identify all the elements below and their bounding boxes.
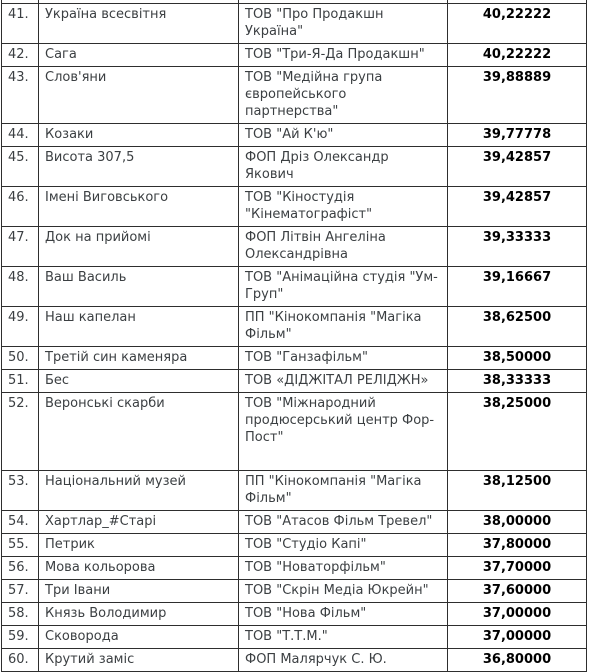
company-cell: ФОП Малярчук С. Ю. — [239, 648, 448, 671]
company-cell: ТОВ «ДІДЖІТАЛ РЕЛІДЖН» — [239, 369, 448, 392]
company-cell: ПП "Кінокомпанія "Магіка Фільм" — [239, 306, 448, 346]
company-cell: ТОВ "Студіо Капі" — [239, 533, 448, 556]
company-cell: ТОВ "Т.Т.М." — [239, 625, 448, 648]
score-cell: 39,42857 — [448, 186, 587, 226]
rank-cell: 58. — [2, 602, 39, 625]
company-cell: ФОП Дріз Олександр Якович — [239, 146, 448, 186]
score-cell: 37,70000 — [448, 556, 587, 579]
title-cell: Національний музей — [39, 470, 239, 510]
table-row — [2, 556, 587, 579]
table-row — [2, 602, 587, 625]
title-cell: Мова кольорова — [39, 556, 239, 579]
title-cell: Слов'яни — [39, 66, 239, 123]
title-cell: Сага — [39, 43, 239, 66]
company-cell: ТОВ "Про Продакшн Україна" — [239, 3, 448, 43]
score-cell: 39,77778 — [448, 123, 587, 146]
title-cell: Сковорода — [39, 625, 239, 648]
company-cell: ТОВ "Скрін Медіа Юкрейн" — [239, 579, 448, 602]
title-cell: Україна всесвітня — [39, 3, 239, 43]
table-row — [2, 306, 587, 346]
rank-cell: 48. — [2, 266, 39, 306]
rank-cell: 42. — [2, 43, 39, 66]
rank-cell: 52. — [2, 392, 39, 470]
table-body — [2, 0, 587, 671]
company-cell: ПП "Кінокомпанія "Магіка Фільм" — [239, 470, 448, 510]
rank-cell: 49. — [2, 306, 39, 346]
company-cell: ТОВ "Ай К'ю" — [239, 123, 448, 146]
rank-cell: 44. — [2, 123, 39, 146]
score-cell: 37,00000 — [448, 602, 587, 625]
rank-cell: 60. — [2, 648, 39, 671]
title-cell: Док на прийомі — [39, 226, 239, 266]
table-row — [2, 625, 587, 648]
company-cell: ТОВ "Кіностудія "Кінематографіст" — [239, 186, 448, 226]
company-cell: ТОВ "Нова Фільм" — [239, 602, 448, 625]
rank-cell: 55. — [2, 533, 39, 556]
company-cell: ТОВ "Три-Я-Да Продакшн" — [239, 43, 448, 66]
table-row — [2, 186, 587, 226]
rank-cell: 57. — [2, 579, 39, 602]
table-row — [2, 510, 587, 533]
company-cell: ТОВ "Новаторфільм" — [239, 556, 448, 579]
score-cell: 40,22222 — [448, 43, 587, 66]
table-row — [2, 66, 587, 123]
rank-cell: 54. — [2, 510, 39, 533]
film-ranking-table — [1, 0, 587, 672]
score-cell: 39,42857 — [448, 146, 587, 186]
title-cell: Висота 307,5 — [39, 146, 239, 186]
rank-cell: 53. — [2, 470, 39, 510]
rank-cell: 41. — [2, 3, 39, 43]
score-cell: 36,80000 — [448, 648, 587, 671]
table-row — [2, 43, 587, 66]
table-row — [2, 470, 587, 510]
score-cell: 40,22222 — [448, 3, 587, 43]
company-cell: ТОВ "Атасов Фільм Тревел" — [239, 510, 448, 533]
rank-cell: 45. — [2, 146, 39, 186]
rank-cell: 56. — [2, 556, 39, 579]
title-cell: Веронські скарби — [39, 392, 239, 470]
title-cell: Імені Виговського — [39, 186, 239, 226]
title-cell: Три Івани — [39, 579, 239, 602]
company-cell: ТОВ "Медійна група європейського партнерства" — [239, 66, 448, 123]
score-cell: 38,00000 — [448, 510, 587, 533]
company-cell: ТОВ "Ганзафільм" — [239, 346, 448, 369]
rank-cell: 46. — [2, 186, 39, 226]
table-row — [2, 346, 587, 369]
title-cell: Петрик — [39, 533, 239, 556]
table-row — [2, 123, 587, 146]
table-row — [2, 3, 587, 43]
rank-cell: 43. — [2, 66, 39, 123]
table-row — [2, 579, 587, 602]
table-row — [2, 392, 587, 470]
score-cell: 38,50000 — [448, 346, 587, 369]
company-cell: ФОП Літвін Ангеліна Олександрівна — [239, 226, 448, 266]
table-row — [2, 266, 587, 306]
title-cell: Крутий заміс — [39, 648, 239, 671]
title-cell: Бес — [39, 369, 239, 392]
score-cell: 37,60000 — [448, 579, 587, 602]
table-row — [2, 146, 587, 186]
table-row — [2, 369, 587, 392]
score-cell: 39,16667 — [448, 266, 587, 306]
title-cell: Наш капелан — [39, 306, 239, 346]
title-cell: Козаки — [39, 123, 239, 146]
score-cell: 38,12500 — [448, 470, 587, 510]
score-cell: 37,80000 — [448, 533, 587, 556]
title-cell: Князь Володимир — [39, 602, 239, 625]
score-cell: 37,00000 — [448, 625, 587, 648]
company-cell: ТОВ "Міжнародний продюсерський центр Фор-Пост" — [239, 392, 448, 470]
rank-cell: 50. — [2, 346, 39, 369]
title-cell: Третій син каменяра — [39, 346, 239, 369]
table-row — [2, 648, 587, 671]
rank-cell: 59. — [2, 625, 39, 648]
company-cell: ТОВ "Анімаційна студія "Ум-Груп" — [239, 266, 448, 306]
title-cell: Ваш Василь — [39, 266, 239, 306]
rank-cell: 51. — [2, 369, 39, 392]
score-cell: 39,88889 — [448, 66, 587, 123]
table-row — [2, 533, 587, 556]
title-cell: Хартлар_#Старі — [39, 510, 239, 533]
score-cell: 38,33333 — [448, 369, 587, 392]
score-cell: 39,33333 — [448, 226, 587, 266]
rank-cell: 47. — [2, 226, 39, 266]
score-cell: 38,25000 — [448, 392, 587, 470]
score-cell: 38,62500 — [448, 306, 587, 346]
table-row — [2, 226, 587, 266]
